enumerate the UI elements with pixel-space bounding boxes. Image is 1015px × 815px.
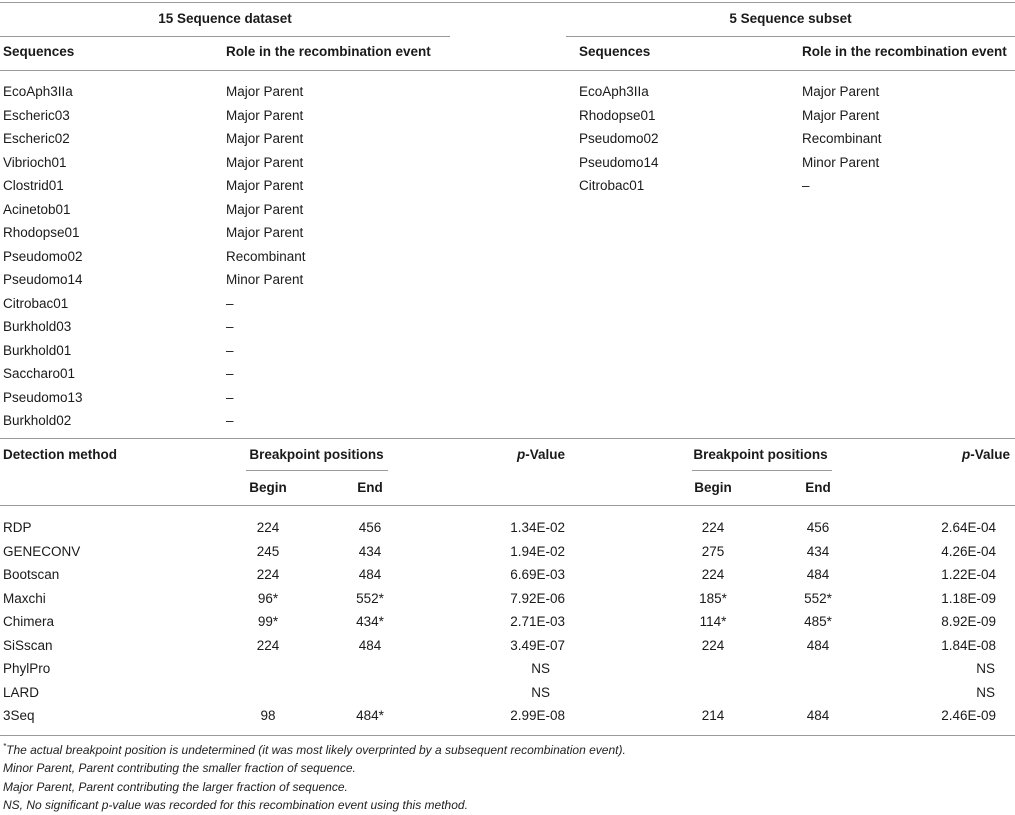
breakpoints-rule-right bbox=[692, 470, 832, 471]
p-italic: p bbox=[961, 447, 971, 462]
list-item: Escheric02 bbox=[3, 131, 70, 146]
table-cell: 1.34E-02 bbox=[510, 520, 565, 535]
footnote-minor-parent: Minor Parent, Parent contributing the smaller fraction of sequence. bbox=[3, 761, 356, 775]
col-breakpoints-left: Breakpoint positions bbox=[249, 447, 384, 462]
col-breakpoints-right: Breakpoint positions bbox=[693, 447, 828, 462]
col-pvalue-right bbox=[870, 447, 1010, 462]
col-pvalue-left bbox=[430, 447, 565, 462]
list-item: Minor Parent bbox=[802, 154, 880, 170]
dataset-title-15: 15 Sequence dataset bbox=[158, 11, 292, 26]
list-item: – bbox=[802, 178, 810, 193]
table-cell: 552* bbox=[356, 590, 384, 606]
table-cell: 2.99E-08 bbox=[510, 708, 565, 723]
list-item: Acinetob01 bbox=[3, 201, 71, 217]
table-cell: 2.46E-09 bbox=[941, 708, 996, 723]
list-item: Citrobac01 bbox=[3, 295, 69, 311]
table-cell: 1.18E-09 bbox=[941, 590, 996, 606]
table-cell: NS bbox=[531, 684, 550, 700]
list-item: – bbox=[226, 413, 234, 428]
table-row: Chimera bbox=[3, 614, 55, 629]
footnote-asterisk-text: The actual breakpoint position is undetermined (it was most likely overprinted by a subsequent recombination event). bbox=[6, 743, 626, 757]
list-item: Recombinant bbox=[802, 131, 882, 146]
table-cell: 224 bbox=[256, 567, 280, 582]
list-item: Pseudomo02 bbox=[3, 248, 83, 264]
table-row: 3Seq bbox=[3, 708, 35, 723]
header-rule-top bbox=[0, 70, 1015, 71]
table-cell: NS bbox=[531, 661, 550, 676]
list-item: Minor Parent bbox=[226, 272, 304, 287]
footnote-asterisk bbox=[3, 742, 626, 757]
table-cell: NS bbox=[976, 684, 995, 700]
breakpoints-rule-left bbox=[246, 470, 388, 471]
list-item: Major Parent bbox=[226, 107, 304, 123]
col-sequences-right: Sequences bbox=[579, 44, 651, 59]
col-begin-left: Begin bbox=[249, 480, 287, 495]
table-cell: 6.69E-03 bbox=[510, 567, 565, 582]
p-rest: -Value bbox=[970, 447, 1010, 462]
table-cell: 485* bbox=[804, 614, 832, 629]
footnote-mark: * bbox=[3, 742, 7, 751]
list-item: Major Parent bbox=[802, 84, 880, 99]
list-item: EcoAph3IIa bbox=[579, 84, 649, 99]
table-cell: 484 bbox=[806, 567, 830, 582]
list-item: Vibrioch01 bbox=[3, 154, 67, 170]
table-cell: 185* bbox=[699, 590, 727, 606]
table-cell: 96* bbox=[257, 590, 279, 606]
dataset-title-5: 5 Sequence subset bbox=[729, 11, 852, 26]
list-item: Pseudomo13 bbox=[3, 389, 83, 405]
table-cell: 434 bbox=[358, 543, 382, 559]
table-cell: 1.84E-08 bbox=[941, 637, 996, 653]
list-item: Major Parent bbox=[802, 107, 880, 123]
table-row: Bootscan bbox=[3, 567, 60, 582]
list-item: – bbox=[226, 389, 234, 405]
table-cell: 484 bbox=[358, 637, 382, 653]
table-row: RDP bbox=[3, 520, 32, 535]
table-row: GENECONV bbox=[3, 543, 81, 559]
list-item: Pseudomo02 bbox=[579, 131, 659, 146]
title-rule-right bbox=[566, 36, 1015, 37]
list-item: Pseudomo14 bbox=[3, 272, 83, 287]
table-cell: 456 bbox=[358, 520, 382, 535]
list-item: Major Parent bbox=[226, 131, 304, 146]
header-rule-bottom bbox=[0, 505, 1015, 506]
col-end-left: End bbox=[357, 480, 383, 495]
list-item: Major Parent bbox=[226, 201, 304, 217]
table-bottom-rule bbox=[0, 735, 1015, 736]
table-cell: 484 bbox=[358, 567, 382, 582]
list-item: Citrobac01 bbox=[579, 178, 645, 193]
table-cell: 224 bbox=[701, 567, 725, 582]
table-cell: 552* bbox=[804, 590, 832, 606]
table-row: Maxchi bbox=[3, 590, 46, 606]
col-begin-right: Begin bbox=[694, 480, 732, 495]
list-item: Major Parent bbox=[226, 84, 304, 99]
list-item: Major Parent bbox=[226, 154, 304, 170]
list-item: Burkhold02 bbox=[3, 413, 72, 428]
table-cell: 114* bbox=[699, 614, 727, 629]
table-cell: 3.49E-07 bbox=[510, 637, 565, 653]
p-rest: -Value bbox=[525, 447, 565, 462]
table-cell: 99* bbox=[257, 614, 279, 629]
list-item: Major Parent bbox=[226, 178, 304, 193]
col-role-left: Role in the recombination event bbox=[226, 44, 431, 59]
table-cell: 224 bbox=[256, 520, 280, 535]
table-cell: 434 bbox=[806, 543, 830, 559]
list-item: Rhodopse01 bbox=[579, 107, 656, 123]
table-cell: 224 bbox=[256, 637, 280, 653]
table-cell: 7.92E-06 bbox=[510, 590, 565, 606]
list-item: Recombinant bbox=[226, 248, 306, 264]
list-item: – bbox=[226, 295, 234, 311]
table-cell: 484 bbox=[806, 637, 830, 653]
list-item: – bbox=[226, 366, 234, 381]
list-item: Saccharo01 bbox=[3, 366, 76, 381]
table-cell: 275 bbox=[701, 543, 725, 559]
table-cell: 214 bbox=[701, 708, 725, 723]
list-item: Burkhold01 bbox=[3, 342, 72, 358]
list-item: EcoAph3IIa bbox=[3, 84, 73, 99]
list-item: Rhodopse01 bbox=[3, 225, 80, 240]
table-cell: 484 bbox=[806, 708, 830, 723]
footnote-ns: NS, No significant p-value was recorded for this recombination event using this method. bbox=[3, 798, 468, 812]
table-cell: NS bbox=[976, 661, 995, 676]
list-item: Burkhold03 bbox=[3, 319, 72, 334]
col-sequences-left: Sequences bbox=[3, 44, 75, 59]
list-item: Escheric03 bbox=[3, 107, 70, 123]
table-cell: 1.94E-02 bbox=[510, 543, 565, 559]
table-cell: 484* bbox=[356, 708, 384, 723]
table-cell: 434* bbox=[356, 614, 384, 629]
list-item: – bbox=[226, 319, 234, 334]
list-item: Clostrid01 bbox=[3, 178, 64, 193]
table-cell: 224 bbox=[701, 637, 725, 653]
col-end-right: End bbox=[805, 480, 831, 495]
list-item: – bbox=[226, 342, 234, 358]
footnote-major-parent: Major Parent, Parent contributing the larger fraction of sequence. bbox=[3, 780, 348, 794]
table-cell: 456 bbox=[806, 520, 830, 535]
title-rule-left bbox=[0, 36, 450, 37]
table-row: PhylPro bbox=[3, 661, 51, 676]
list-item: Major Parent bbox=[226, 225, 304, 240]
table-cell: 1.22E-04 bbox=[941, 567, 996, 582]
col-detection-method: Detection method bbox=[3, 447, 118, 462]
table-cell: 2.64E-04 bbox=[941, 520, 996, 535]
table-cell: 2.71E-03 bbox=[510, 614, 565, 629]
top-rule bbox=[0, 2, 1015, 3]
table-cell: 98 bbox=[260, 708, 276, 723]
table-cell: 8.92E-09 bbox=[941, 614, 996, 629]
section-divider bbox=[0, 438, 1015, 439]
table-row: SiSscan bbox=[3, 637, 53, 653]
table-row: LARD bbox=[3, 684, 40, 700]
col-role-right: Role in the recombination event bbox=[802, 44, 1007, 59]
list-item: Pseudomo14 bbox=[579, 154, 659, 170]
table-cell: 4.26E-04 bbox=[941, 543, 996, 559]
table-cell: 224 bbox=[701, 520, 725, 535]
p-italic: p bbox=[516, 447, 526, 462]
table-cell: 245 bbox=[256, 543, 280, 559]
